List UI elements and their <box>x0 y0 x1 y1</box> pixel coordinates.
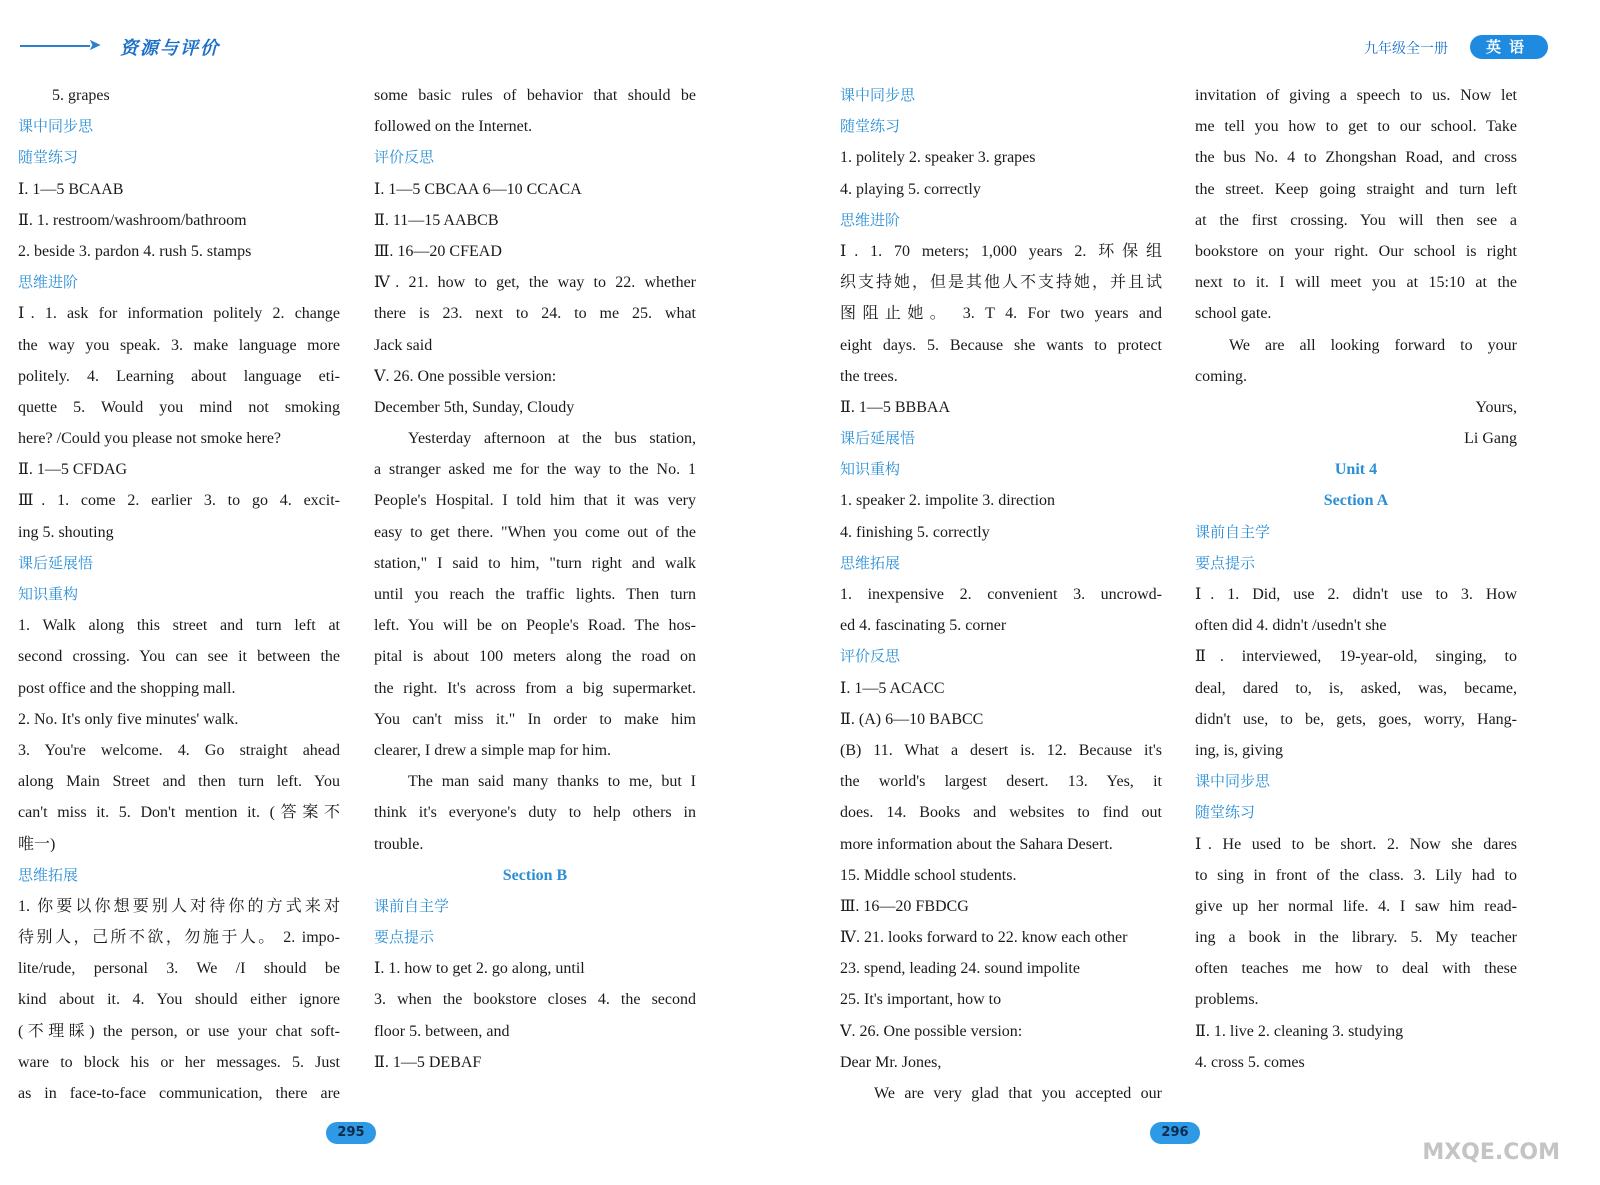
text-line: Ⅳ. 21. looks forward to 22. know each other <box>840 929 1128 947</box>
text-line: Ⅱ. 1—5 CFDAG <box>18 461 128 479</box>
text-line: 1. Walk along this street and turn left at <box>18 617 340 635</box>
text-line: Dear Mr. Jones, <box>840 1053 942 1071</box>
column-3 <box>840 80 1162 1109</box>
text-line: 4. finishing 5. correctly <box>840 523 990 541</box>
text-line: station," I said to him, "turn right and walk <box>374 554 696 572</box>
text-line: some basic rules of behavior that should be <box>374 87 696 104</box>
section-heading: 课前自主学 <box>1195 522 1271 541</box>
text-line: often did 4. didn't /usedn't she <box>1195 617 1387 635</box>
column-4 <box>1195 80 1517 1078</box>
text-line: Yours, <box>1475 398 1517 416</box>
section-heading: 思维拓展 <box>840 553 901 572</box>
text-line: lite/rude, personal 3. We /I should be <box>18 960 340 978</box>
text-line: until you reach the traffic lights. Then turn <box>374 586 696 603</box>
text-line: here? /Could you please not smoke here? <box>18 430 282 448</box>
text-line: 5. grapes <box>52 87 110 104</box>
section-heading: 课后延展悟 <box>840 429 916 448</box>
text-line: a stranger asked me for the way to the No. 1 <box>374 461 696 479</box>
arrow-icon: ➤ <box>88 37 102 54</box>
header-rule <box>20 45 90 47</box>
text-line: invitation of giving a speech to us. Now let <box>1195 87 1517 104</box>
text-line: 2. No. It's only five minutes' walk. <box>18 710 239 728</box>
text-line: at the first crossing. You will then see a <box>1195 211 1517 229</box>
text-line: Ⅱ. (A) 6—10 BABCC <box>840 710 984 728</box>
text-line: ware to block his or her messages. 5. Just <box>18 1053 340 1071</box>
text-line: December 5th, Sunday, Cloudy <box>374 398 575 416</box>
text-line: 25. It's important, how to <box>840 991 1002 1009</box>
text-line: the street. Keep going straight and turn left <box>1195 180 1517 198</box>
text-line: me tell you how to get to our school. Take <box>1195 118 1517 136</box>
text-line: Ⅰ. 1—5 BCAAB <box>18 180 124 198</box>
column-2 <box>374 80 696 1078</box>
text-line: next to it. I will meet you at 15:10 at the <box>1195 274 1517 292</box>
section-heading: 随堂练习 <box>18 148 79 167</box>
text-line: the bus No. 4 to Zhongshan Road, and cross <box>1195 149 1517 167</box>
series-title: 资源与评价 <box>120 38 220 59</box>
text-line: followed on the Internet. <box>374 118 533 136</box>
text-line: 3. You're welcome. 4. Go straight ahead <box>18 741 340 759</box>
page-number-right: 296 <box>1150 1122 1200 1144</box>
text-line: bookstore on your right. Our school is right <box>1195 242 1517 260</box>
text-line: Ⅰ. 1. how to get 2. go along, until <box>374 960 585 978</box>
text-line: Ⅲ. 16—20 FBDCG <box>840 897 969 915</box>
section-heading: 知识重构 <box>18 585 79 603</box>
text-line: Section B <box>502 866 568 884</box>
grade-label: 九年级全一册 <box>1364 41 1448 57</box>
text-line: Ⅰ. 1—5 CBCAA 6—10 CCACA <box>374 180 582 198</box>
text-line: kind about it. 4. You should either ignore <box>18 991 340 1009</box>
text-line: Ⅲ. 1. come 2. earlier 3. to go 4. excit- <box>18 492 340 510</box>
series-header <box>20 34 240 60</box>
section-heading: 要点提示 <box>374 928 435 947</box>
text-line: (B) 11. What a desert is. 12. Because it's <box>840 741 1162 759</box>
text-line: eight days. 5. Because she wants to protect <box>840 336 1162 354</box>
text-line: give up her normal life. 4. I saw him read- <box>1195 897 1517 915</box>
text-line: 待别人，己所不欲，勿施于人。 2. impo- <box>18 929 340 947</box>
text-line: 1. 你要以你想要别人对待你的方式来对 <box>18 897 340 915</box>
text-line: Ⅰ. 1. ask for information politely 2. change <box>18 305 340 323</box>
text-line: Ⅱ. 1—5 DEBAF <box>374 1053 482 1071</box>
text-line: 2. beside 3. pardon 4. rush 5. stamps <box>18 242 252 260</box>
text-line: Li Gang <box>1464 430 1517 448</box>
text-line: Ⅱ. 11—15 AABCB <box>374 211 499 229</box>
text-line: 唯一) <box>18 835 56 853</box>
text-line: Ⅴ. 26. One possible version: <box>374 367 557 385</box>
section-heading: 课前自主学 <box>374 896 450 915</box>
text-line: ing 5. shouting <box>18 523 114 541</box>
section-heading: 课中同步思 <box>1195 772 1271 791</box>
text-line: 23. spend, leading 24. sound impolite <box>840 960 1080 978</box>
text-line: more information about the Sahara Desert. <box>840 835 1113 853</box>
text-line: 3. when the bookstore closes 4. the second <box>374 991 696 1009</box>
section-heading: 评价反思 <box>840 647 901 666</box>
text-line: pital is about 100 meters along the road on <box>374 648 696 666</box>
text-line: Jack said <box>374 336 433 354</box>
section-heading: 课中同步思 <box>840 86 916 104</box>
text-line: 图阻止她。 3. T 4. For two years and <box>840 305 1162 323</box>
section-heading: 知识重构 <box>840 460 901 479</box>
text-line: Yesterday afternoon at the bus station, <box>408 430 696 448</box>
text-line: didn't use, to be, gets, goes, worry, Hang- <box>1195 710 1517 728</box>
text-line: left. You will be on People's Road. The hos- <box>374 617 696 635</box>
text-line: You can't miss it." In order to make him <box>374 710 696 728</box>
text-line: politely. 4. Learning about language eti- <box>18 367 340 385</box>
text-line: 4. cross 5. comes <box>1195 1053 1305 1071</box>
text-line: 织支持她，但是其他人不支持她，并且试 <box>840 274 1162 292</box>
text-line: the trees. <box>840 367 898 385</box>
text-line: Ⅲ. 16—20 CFEAD <box>374 242 502 260</box>
text-line: deal, dared to, is, asked, was, became, <box>1195 679 1517 697</box>
section-heading: 思维进阶 <box>840 210 901 229</box>
text-line: Ⅰ. 1—5 ACACC <box>840 679 945 697</box>
text-line: there is 23. next to 24. to me 25. what <box>374 305 696 323</box>
text-line: post office and the shopping mall. <box>18 679 236 697</box>
section-heading: 思维进阶 <box>18 273 79 292</box>
text-line: along Main Street and then turn left. You <box>18 773 340 791</box>
text-line: Ⅳ. 21. how to get, the way to 22. whether <box>374 274 696 292</box>
text-line: think it's everyone's duty to help others in <box>374 804 696 822</box>
text-line: The man said many thanks to me, but I <box>408 773 696 791</box>
text-line: ing, is, giving <box>1195 741 1284 759</box>
text-line: can't miss it. 5. Don't mention it. (答案不 <box>18 804 340 822</box>
text-line: Ⅱ. 1. live 2. cleaning 3. studying <box>1195 1022 1404 1040</box>
text-line: 15. Middle school students. <box>840 866 1017 884</box>
text-line: Ⅱ. 1. restroom/washroom/bathroom <box>18 211 247 229</box>
section-heading: 思维拓展 <box>18 865 79 884</box>
text-line: trouble. <box>374 835 424 853</box>
text-line: Ⅰ. 1. 70 meters; 1,000 years 2. 环保组 <box>840 242 1162 260</box>
section-heading: 随堂练习 <box>1195 803 1256 822</box>
text-line: Section A <box>1323 492 1389 510</box>
text-line: ing a book in the library. 5. My teacher <box>1195 929 1517 947</box>
text-line: We are very glad that you accepted our <box>874 1085 1162 1102</box>
text-line: ed 4. fascinating 5. corner <box>840 617 1007 635</box>
text-line: problems. <box>1195 991 1259 1009</box>
text-line: clearer, I drew a simple map for him. <box>374 741 612 759</box>
text-line: 1. inexpensive 2. convenient 3. uncrowd- <box>840 586 1162 603</box>
text-line: the world's largest desert. 13. Yes, it <box>840 773 1162 791</box>
text-line: second crossing. You can see it between the <box>18 648 340 666</box>
text-line: often teaches me how to deal with these <box>1195 960 1517 978</box>
text-line: coming. <box>1195 367 1247 385</box>
text-line: We are all looking forward to your <box>1229 336 1517 354</box>
text-line: the way you speak. 3. make language more <box>18 336 340 354</box>
subject-badge: 英语 <box>1470 35 1548 59</box>
text-line: as in face-to-face communication, there are <box>18 1085 340 1102</box>
text-line: the right. It's across from a big supermarket. <box>374 679 696 697</box>
text-line: Unit 4 <box>1334 461 1378 479</box>
text-line: (不理睬) the person, or use your chat soft- <box>18 1022 340 1040</box>
section-heading: 要点提示 <box>1195 553 1256 572</box>
text-line: Ⅰ. 1. Did, use 2. didn't use to 3. How <box>1195 586 1517 603</box>
text-line: floor 5. between, and <box>374 1022 510 1040</box>
watermark: MXQE.COM <box>1422 1140 1560 1165</box>
page-number-left: 295 <box>326 1122 376 1144</box>
text-line: easy to get there. "When you come out of the <box>374 523 696 541</box>
section-heading: 随堂练习 <box>840 117 901 136</box>
text-line: Ⅴ. 26. One possible version: <box>840 1022 1023 1040</box>
text-line: does. 14. Books and websites to find out <box>840 804 1162 822</box>
text-line: to sing in front of the class. 3. Lily had to <box>1195 866 1517 884</box>
text-line: school gate. <box>1195 305 1272 323</box>
section-heading: 评价反思 <box>374 148 435 167</box>
text-line: Ⅱ. 1—5 BBBAA <box>840 398 950 416</box>
text-line: quette 5. Would you mind not smoking <box>18 398 340 416</box>
text-line: Ⅱ. interviewed, 19-year-old, singing, to <box>1195 648 1517 666</box>
text-line: 4. playing 5. correctly <box>840 180 981 198</box>
text-line: 1. speaker 2. impolite 3. direction <box>840 492 1056 510</box>
text-line: People's Hospital. I told him that it was very <box>374 492 696 510</box>
section-heading: 课后延展悟 <box>18 553 94 572</box>
text-line: 1. politely 2. speaker 3. grapes <box>840 149 1036 167</box>
section-heading: 课中同步思 <box>18 117 94 136</box>
text-line: Ⅰ. He used to be short. 2. Now she dares <box>1195 835 1517 853</box>
column-1 <box>18 80 340 1109</box>
